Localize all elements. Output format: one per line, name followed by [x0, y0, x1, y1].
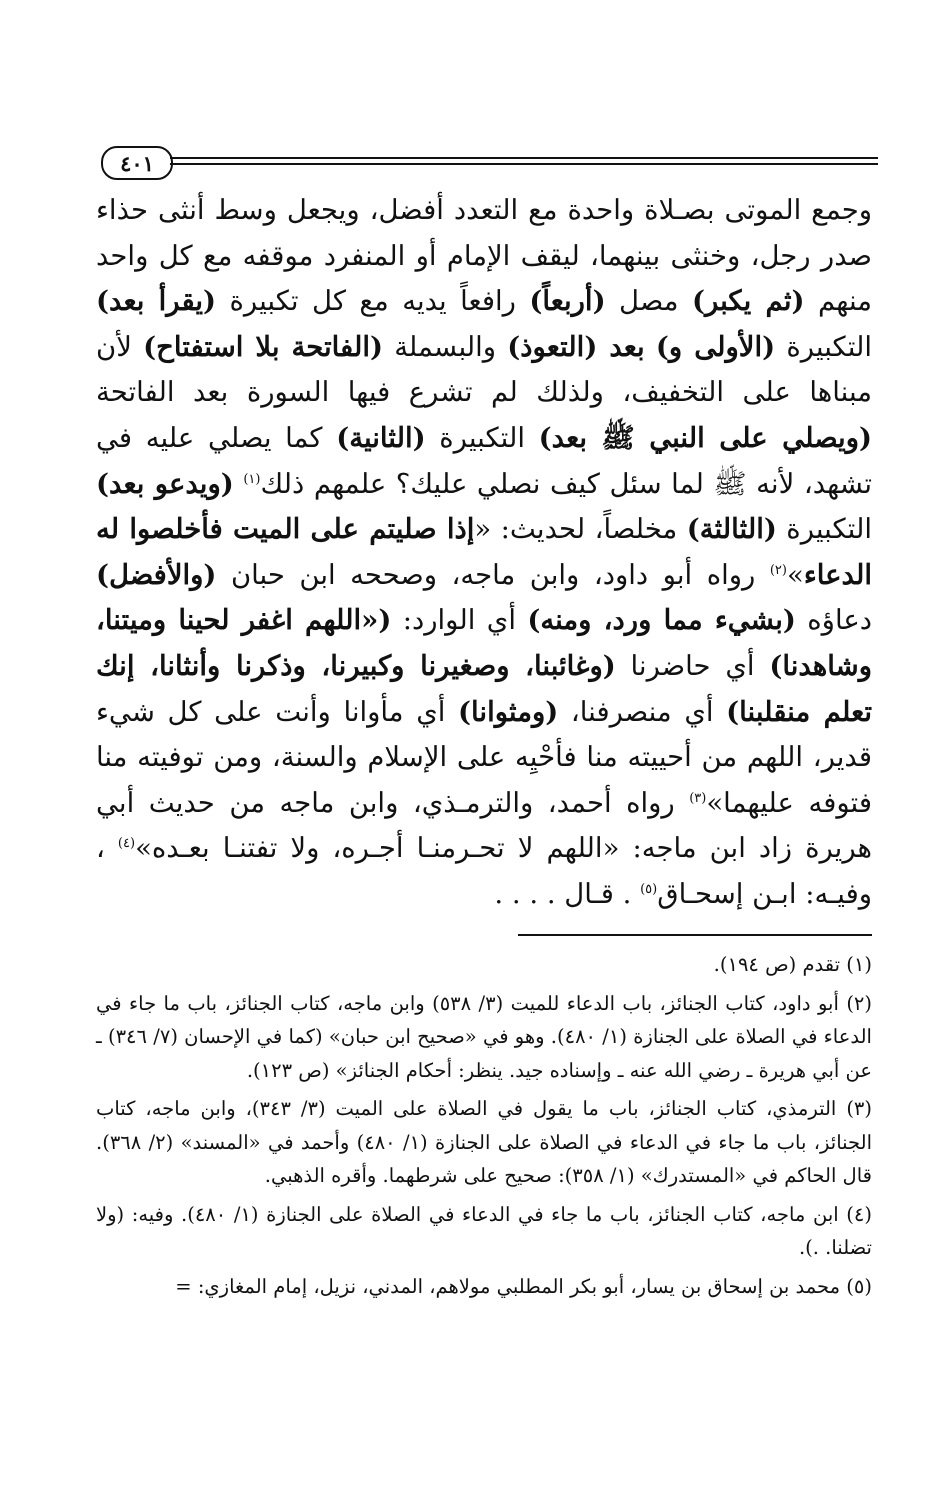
commentary-text: دعاؤه	[795, 604, 872, 637]
commentary-text: رواه أبو داود، وابن ماجه، وصححه ابن حبان	[216, 558, 770, 591]
footnote-item	[96, 987, 872, 1088]
footnote-item	[96, 948, 872, 982]
commentary-text: والبسملة	[383, 330, 508, 363]
bold-matn-text: (ويدعو بعد)	[96, 467, 234, 500]
bold-matn-text: (ومثوانا)	[458, 695, 559, 728]
footnotes	[96, 948, 872, 1308]
header-rule-secondary	[170, 163, 878, 165]
commentary-text: »	[786, 558, 804, 591]
commentary-text: أي منصرفنا،	[558, 695, 727, 728]
commentary-text: التكبيرة	[775, 330, 873, 363]
commentary-text	[645, 331, 656, 363]
footnote-reference: (٢)	[769, 562, 787, 578]
commentary-text: مصل	[605, 285, 692, 318]
page-header	[0, 0, 950, 200]
page-number: ٤٠١	[101, 146, 173, 180]
main-text	[96, 188, 872, 918]
footnote-text: محمد بن إسحاق بن يسار، أبو بكر المطلبي مولاهم، المدني، نزيل، إمام المغازي: =	[175, 1274, 841, 1298]
footnote-text: تقدم (ص ١٩٤).	[713, 953, 841, 976]
bold-matn-text: («اللهم اغفر لحينا وميتنا، وشاهدنا)	[96, 604, 872, 682]
commentary-text: التكبيرة	[425, 421, 539, 454]
bold-matn-text: (ثم يكبر)	[691, 285, 805, 318]
bold-matn-text: (وغائبنا، وصغيرنا وكبيرنا، وذكرنا وأنثانا، إنك تعلم منقلبنا)	[96, 649, 873, 728]
commentary-text: . قـال . . . .	[494, 877, 641, 910]
bold-matn-text: بعد (التعوذ)	[507, 330, 645, 363]
footnote-item	[96, 1270, 872, 1304]
footnote-number: (١)	[846, 953, 872, 976]
footnote-text: ابن ماجه، كتاب الجنائز، باب ما جاء في الدعاء في الصلاة على الجنازة (١/ ٤٨٠). وفيه: (ولا تضلنا. .).	[96, 1202, 872, 1259]
bold-matn-text: (يقرأ بعد)	[96, 285, 217, 318]
footnote-number: (٢)	[846, 991, 873, 1015]
bold-matn-text: (بشيء مما ورد، ومنه)	[527, 604, 796, 637]
commentary-text	[234, 468, 244, 500]
bold-matn-text: (ويصلي على النبي ﷺ بعد)	[538, 421, 872, 454]
bold-matn-text: (الفاتحة بلا استفتاح)	[143, 330, 383, 363]
footnote-item	[96, 1092, 872, 1193]
bold-matn-text: (والأفضل)	[96, 558, 217, 591]
commentary-text: رافعاً يديه مع كل تكبيرة	[216, 285, 530, 318]
commentary-text: ، وفيـه: ابـن إسحـاق	[96, 832, 872, 910]
commentary-text: أي حاضرنا	[615, 649, 770, 682]
commentary-text: التكبيرة	[776, 513, 872, 546]
bold-matn-text: (الأولى و)	[655, 330, 776, 363]
footnote-reference: (١)	[243, 471, 261, 487]
commentary-text: لأن مبناها على التخفيف، ولذلك لم تشرع فيها السورة بعد الفاتحة	[96, 330, 872, 409]
footnote-text: الترمذي، كتاب الجنائز، باب ما يقول في الصلاة على الميت (٣/ ٣٤٣)، وابن ماجه، كتاب الجنائز، باب ما جاء في الدعاء في الصلاة على الجنازة (١/ ٤٨٠) وأحمد في «المسند» (٢/ ٣٦٨). قال الحاكم في «المستدرك» (١/ ٣٥٨): صحيح على شرطهما. وأقره الذهبي.	[96, 1097, 872, 1187]
header-rule	[170, 157, 878, 159]
footnote-separator	[518, 934, 872, 936]
footnote-item	[96, 1198, 872, 1265]
commentary-text: وجمع الموتى بصـلاة واحدة مع التعدد أفضل، ويجعل وسط أنثى حذاء صدر رجل، وخنثى بينهما، ليقف الإمام أو المنفرد موقفه مع كل واحد منهم	[96, 194, 873, 318]
footnote-reference: (٥)	[640, 881, 658, 897]
commentary-text: رواه أحمد، والترمـذي، وابن ماجه من حديث أبي هريرة زاد ابن ماجه: «اللهم لا تحـرمنـا أجـره، ولا تفتنـا بعـده»	[96, 786, 872, 865]
footnote-number: (٤)	[846, 1202, 872, 1226]
main-paragraph	[96, 188, 872, 918]
footnote-reference: (٤)	[117, 836, 136, 852]
footnote-number: (٣)	[846, 1097, 873, 1120]
bold-matn-text: (الثالثة)	[686, 513, 777, 546]
bold-matn-text: إذا صليتم على الميت فأخلصوا له الدعاء	[96, 513, 872, 591]
bold-matn-text: (الثانية)	[336, 421, 426, 454]
footnote-reference: (٣)	[689, 790, 707, 806]
footnote-text: أبو داود، كتاب الجنائز، باب الدعاء للميت (٣/ ٥٣٨) وابن ماجه، كتاب الجنائز، باب ما جاء في الدعاء في الصلاة على الجنازة (١/ ٤٨٠). وهو في «صحيح ابن حبان» (كما في الإحسان (٧/ ٣٤٦) ـ عن أبي هريرة ـ رضي الله عنه ـ وإسناده جيد. ينظر: أحكام الجنائز» (ص ١٢٣).	[96, 991, 872, 1082]
bold-matn-text: (أربعاً)	[529, 285, 606, 318]
footnote-number: (٥)	[846, 1274, 872, 1298]
commentary-text: كما يصلي عليه في تشهد، لأنه ﷺ لما سئل كيف نصلي عليك؟ علمهم ذلك	[96, 421, 872, 500]
commentary-text: مخلصاً، لحديث: «	[474, 513, 687, 546]
commentary-text: أي مأوانا وأنت على كل شيء قدير، اللهم من أحييته منا فأحْيِه على الإسلام والسنة، ومن توفيته منا فتوفه عليهما»	[96, 695, 872, 819]
commentary-text: أي الوارد:	[391, 604, 528, 637]
